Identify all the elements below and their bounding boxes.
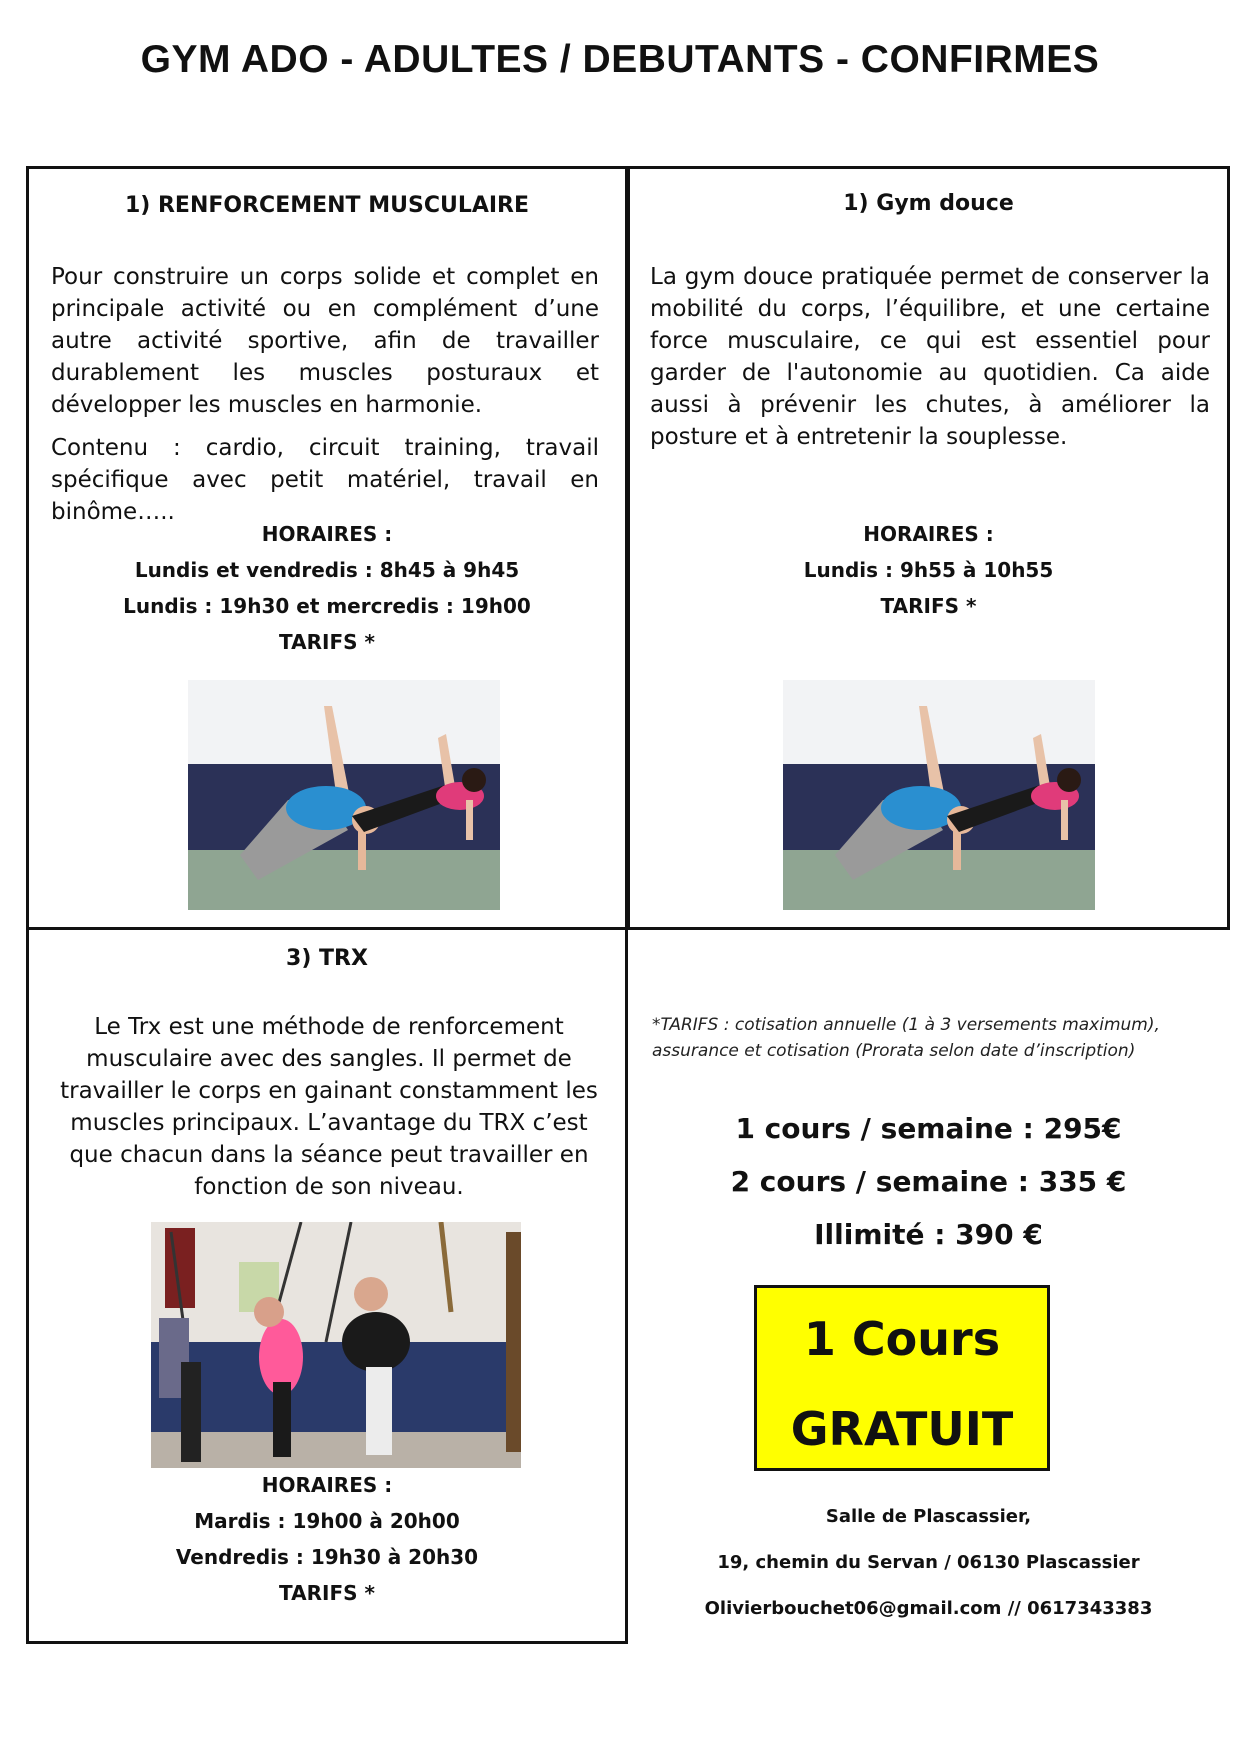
section-heading: 3) TRX: [286, 946, 368, 971]
free-trial-banner: [754, 1285, 1050, 1471]
tarifs-label: TARIFS *: [279, 630, 375, 654]
free-trial-line2: GRATUIT: [790, 1402, 1014, 1456]
price-line: 2 cours / semaine : 335 €: [730, 1165, 1127, 1198]
section-heading: 1) RENFORCEMENT MUSCULAIRE: [124, 193, 530, 218]
exercise-photo: [188, 680, 500, 910]
exercise-photo: [783, 680, 1095, 910]
section-content: Contenu : cardio, circuit training, travail spécifique avec petit matériel, travail en binôme…..: [51, 435, 599, 525]
schedule-line: Vendredis : 19h30 à 20h30: [175, 1545, 479, 1569]
price-line: Illimité : 390 €: [814, 1218, 1043, 1251]
schedule-label: HORAIRES :: [863, 522, 994, 546]
section-description: Le Trx est une méthode de renforcement musculaire avec des sangles. Il permet de travailler le corps en gainant constamment les muscles principaux. L’avantage du TRX c’est que chacun dans la séance peut travailler en fonction de son niveau.: [60, 1014, 598, 1200]
page-title: GYM ADO - ADULTES / DEBUTANTS - CONFIRMES: [140, 38, 1100, 81]
section-description: Pour construire un corps solide et complet en principale activité ou en complément d’une autre activité sportive, afin de travailler durablement les muscles posturaux et développer les muscles en harmonie.: [51, 264, 599, 418]
section-description: La gym douce pratiquée permet de conserver la mobilité du corps, l’équilibre, et une certaine force musculaire, ce qui est essentiel pour garder de l'autonomie au quotidien. Ca aide aussi à prévenir les chutes, à améliorer la posture et à entretenir la souplesse.: [650, 264, 1210, 450]
schedule-block: [29, 516, 625, 660]
tarifs-label: TARIFS *: [880, 594, 977, 618]
venue-name: Salle de Plascassier,: [825, 1506, 1032, 1527]
schedule-block: [630, 516, 1227, 624]
free-trial-line1: 1 Cours: [803, 1312, 1001, 1366]
schedule-line: Lundis : 19h30 et mercredis : 19h00: [123, 594, 531, 618]
venue-address: 19, chemin du Servan / 06130 Plascassier: [717, 1552, 1140, 1573]
schedule-label: HORAIRES :: [261, 522, 393, 546]
tarifs-note: *TARIFS : cotisation annuelle (1 à 3 versements maximum), assurance et cotisation (Prorata selon date d’inscription): [652, 1015, 1160, 1061]
price-line: 1 cours / semaine : 295€: [735, 1112, 1122, 1145]
section-trx: [26, 927, 628, 1644]
schedule-line: Lundis et vendredis : 8h45 à 9h45: [134, 558, 520, 582]
section-gym-douce: [627, 166, 1230, 930]
contact-email-phone[interactable]: Olivierbouchet06@gmail.com // 0617343383: [704, 1598, 1153, 1619]
tarifs-label: TARIFS *: [279, 1581, 375, 1605]
schedule-line: Mardis : 19h00 à 20h00: [194, 1509, 460, 1533]
section-renforcement: [26, 166, 628, 930]
schedule-block: [29, 1467, 625, 1611]
schedule-line: Lundis : 9h55 à 10h55: [803, 558, 1054, 582]
section-heading: 1) Gym douce: [843, 191, 1014, 216]
trx-photo: [151, 1222, 521, 1468]
schedule-label: HORAIRES :: [261, 1473, 393, 1497]
